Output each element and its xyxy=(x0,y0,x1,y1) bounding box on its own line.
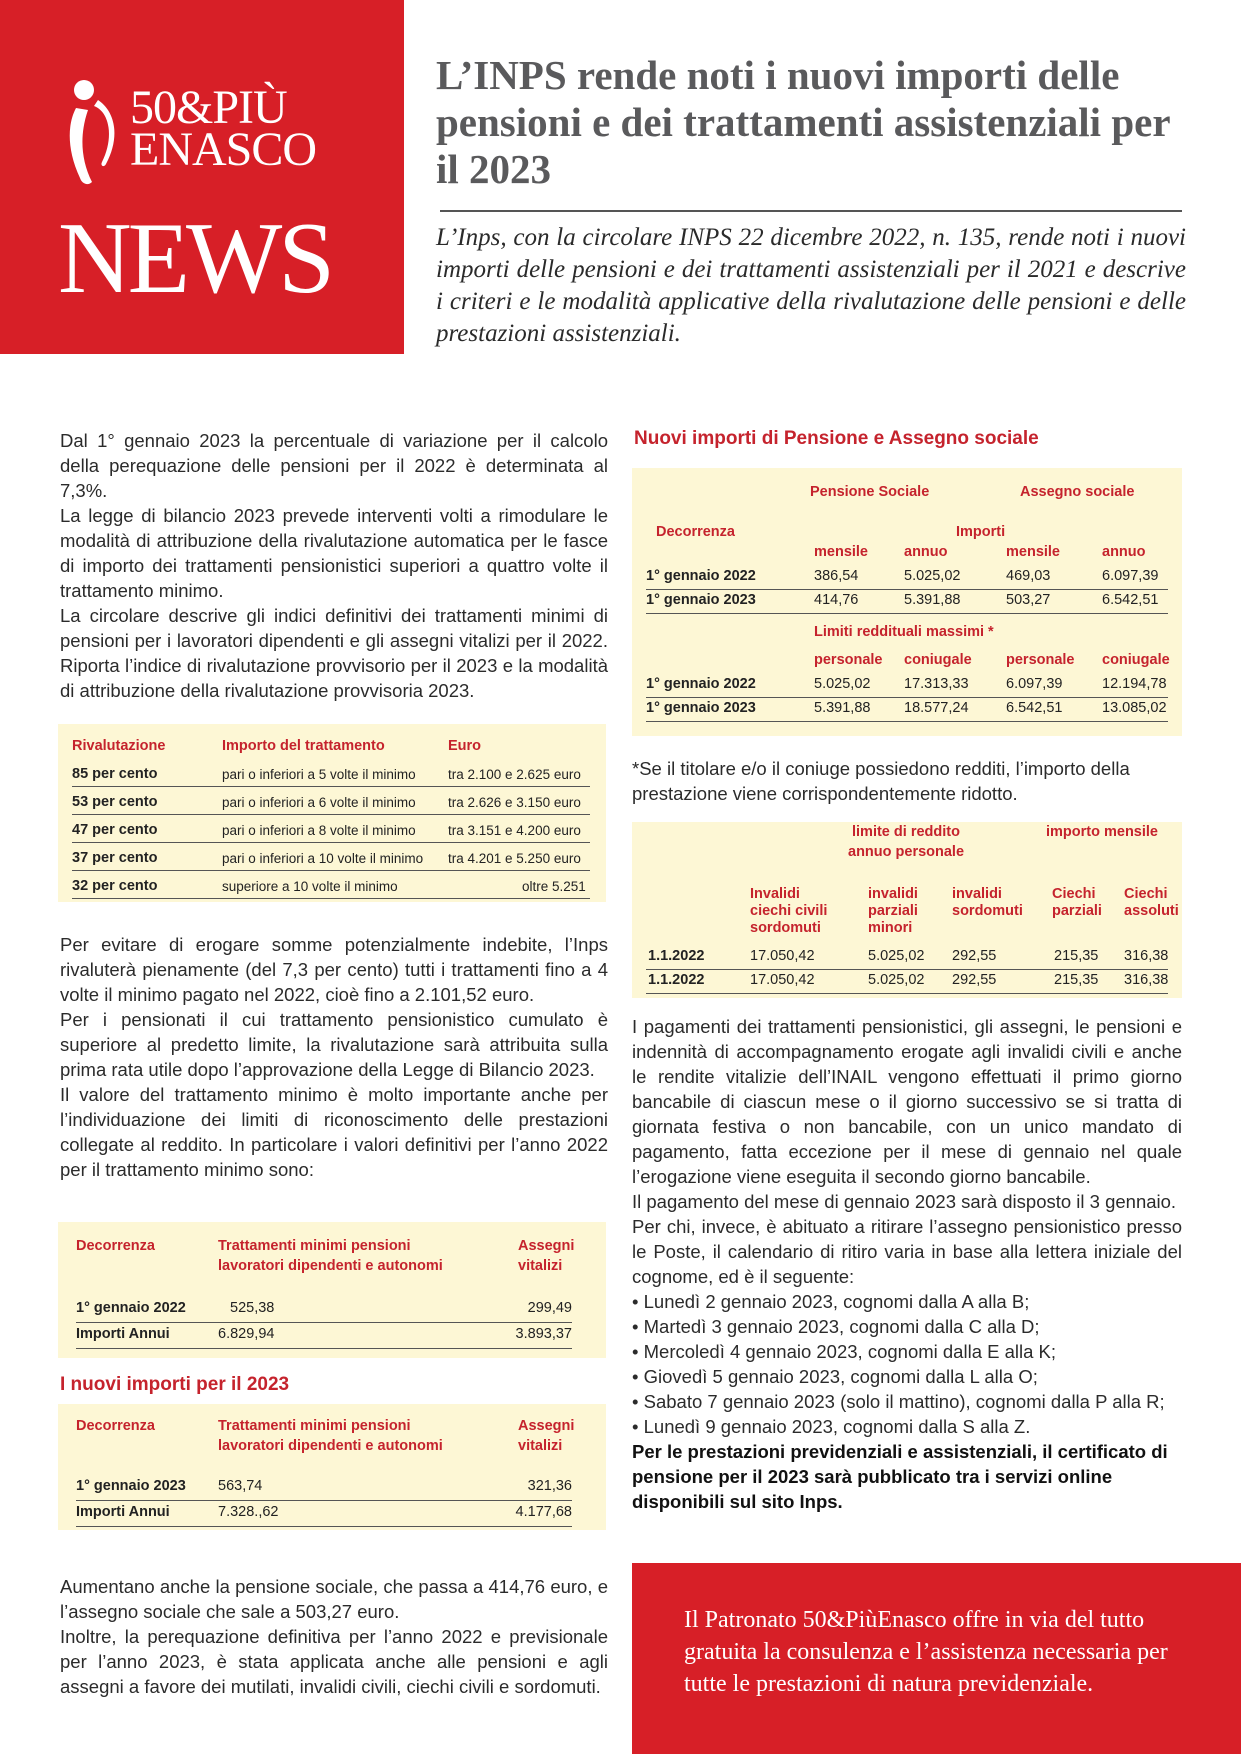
table-row: 47 per cento pari o inferiori a 8 volte il minimo tra 3.151 e 4.200 euro xyxy=(72,822,581,838)
invalidi-table: limite di reddito annuo personale importo mensile Invalidi ciechi civili sordomuti invalidi parziali minori invalidi sordomuti Ciechi parziali Ciechi assoluti 1.1.2022 17.050,42 5.025,02 292,55 215,35 316,38 1.1.2022 17.050,42 5.025,02 292,55 215,35 316,38 xyxy=(632,822,1182,998)
logo-line2: ENASCO xyxy=(130,123,317,176)
perequazione-text xyxy=(60,932,608,1182)
list-item: • Lunedì 2 gennaio 2023, cognomi dalla A alla B; xyxy=(632,1291,1030,1312)
lead-paragraph: L’Inps, con la circolare INPS 22 dicembre 2022, n. 135, rende noti i nuovi importi delle pensioni e dei trattamenti assistenziali per il 2021 e descrive i criteri e le modalità applicative della rivalutazione delle pensioni e delle prestazioni assistenziali. xyxy=(436,224,1186,347)
closing-text xyxy=(60,1574,608,1699)
title-divider xyxy=(440,210,1182,212)
brand-box xyxy=(0,0,404,354)
news-title: NEWS xyxy=(58,202,331,315)
list-item: • Sabato 7 gennaio 2023 (solo il mattino), cognomi dalla P alla R; xyxy=(632,1391,1165,1412)
payments-text xyxy=(632,1014,1182,1514)
page-title: L’INPS rende noti i nuovi importi delle pensioni e dei trattamenti assistenziali per il 2023 xyxy=(436,52,1170,192)
table-row: 85 per cento pari o inferiori a 5 volte il minimo tra 2.100 e 2.625 euro xyxy=(72,766,581,782)
paragraph: Per i pensionati il cui trattamento pensionistico cumulato è superiore al predetto limite, la rivalutazione sarà attribuita sulla prima rata utile dopo l’approvazione della Legge di Bilancio 2023. xyxy=(60,1009,608,1080)
footnote: *Se il titolare e/o il coniuge possiedono redditi, l’importo della prestazione viene corrispondentemente ridotto. xyxy=(632,758,1130,804)
table-row: 37 per cento pari o inferiori a 10 volte il minimo tra 4.201 e 5.250 euro xyxy=(72,850,581,866)
rivalutazione-table xyxy=(58,724,606,902)
footer-text: Il Patronato 50&PiùEnasco offre in via del tutto gratuita la consulenza e l’assistenza necessaria per tutte le prestazioni di natura previdenziale. xyxy=(684,1607,1168,1697)
table-header: Rivalutazione xyxy=(72,738,166,754)
paragraph: I pagamenti dei trattamenti pensionistici, gli assegni, le pensioni e indennità di accompagnamento erogate agli invalidi civili e anche le rendite vitalizie dell’INAIL vengono effettuati il primo giorno bancabile di ciascun mese o il giorno successivo se si tratta di giornata festiva o non bancabile, con un unico mandato di pagamento, fatta eccezione per il mese di gennaio nel quale l’erogazione viene eseguita il secondo giorno bancabile. xyxy=(632,1016,1182,1187)
table-header: Importo del trattamento xyxy=(222,738,385,754)
logo-figure-icon xyxy=(58,78,118,192)
calendar-list xyxy=(632,1289,1182,1439)
paragraph: Il pagamento del mese di gennaio 2023 sarà disposto il 3 gennaio. xyxy=(632,1191,1177,1212)
table-row: 53 per cento pari o inferiori a 6 volte il minimo tra 2.626 e 3.150 euro xyxy=(72,794,581,810)
paragraph: Il valore del trattamento minimo è molto importante anche per l’individuazione dei limiti di riconoscimento delle prestazioni collegate al reddito. In particolare i valori definitivi per l’anno 2022 per il trattamento minimo sono: xyxy=(60,1084,608,1180)
paragraph: La circolare descrive gli indici definitivi dei trattamenti minimi di pensioni per i lavoratori dipendenti e gli assegni vitalizi per il 2022. Riporta l’indice di rivalutazione provvisorio per il 2023 e la modalità di attribuzione della rivalutazione provvisoria 2023. xyxy=(60,605,608,701)
pensione-sociale-table: Pensione Sociale Assegno sociale Decorrenza Importi mensile annuo mensile annuo 1° gennaio 2022 386,54 5.025,02 469,03 6.097,39 1° gennaio 2023 414,76 5.391,88 503,27 6.542,51 Limiti reddituali massimi * personale coniugale personale coniugale 1° gennaio 2022 5.025,02 17.313,33 6.097,39 12.194,78 1° gennaio 2023 5.391,88 18.577,24 6.542,51 13.085,02 xyxy=(632,468,1182,736)
list-item: • Giovedì 5 gennaio 2023, cognomi dalla L alla O; xyxy=(632,1366,1038,1387)
table-header: Euro xyxy=(448,738,482,754)
paragraph: La legge di bilancio 2023 prevede interventi volti a rimodulare le modalità di attribuzione della rivalutazione automatica per le fasce di importo dei trattamenti pensionistici superiori a quattro volte il trattamento minimo. xyxy=(60,505,608,601)
paragraph: Inoltre, la perequazione definitiva per l’anno 2022 e previsionale per l’anno 2023, è stata applicata anche alle pensioni e agli assegni a favore dei mutilati, invalidi civili, ciechi civili e sordomuti. xyxy=(60,1626,608,1697)
paragraph: Per chi, invece, è abituato a ritirare l’assegno pensionistico presso le Poste, il calendario di ritiro varia in base alla lettera iniziale del cognome, ed è il seguente: xyxy=(632,1216,1182,1287)
table-row: 32 per cento superiore a 10 volte il minimo oltre 5.251 xyxy=(72,878,586,894)
paragraph: Dal 1° gennaio 2023 la percentuale di variazione per il calcolo della perequazione delle pensioni per il 2022 è determinata al 7,3%. xyxy=(60,430,608,501)
logo-line1: 50&PIÙ xyxy=(130,81,287,134)
list-item: • Martedì 3 gennaio 2023, cognomi dalla C alla D; xyxy=(632,1316,1040,1337)
minimi-2022-table: Decorrenza Trattamenti minimi pensioni lavoratori dipendenti e autonomi Assegni vitalizi 1° gennaio 2022 525,38 299,49 Importi Annui 6.829,94 3.893,37 xyxy=(58,1222,606,1358)
list-item: • Lunedì 9 gennaio 2023, cognomi dalla S alla Z. xyxy=(632,1416,1031,1437)
list-item: • Mercoledì 4 gennaio 2023, cognomi dalla E alla K; xyxy=(632,1341,1057,1362)
section-title: I nuovi importi per il 2023 xyxy=(60,1374,290,1395)
intro-text xyxy=(60,428,608,703)
minimi-2023-table: Decorrenza Trattamenti minimi pensioni lavoratori dipendenti e autonomi Assegni vitalizi 1° gennaio 2023 563,74 321,36 Importi Annui 7.328.,62 4.177,68 xyxy=(58,1404,606,1530)
paragraph: Per evitare di erogare somme potenzialmente indebite, l’Inps rivaluterà pienamente (del 7,3 per cento) tutti i trattamenti fino a 4 volte il minimo pagato nel 2022, cioè fino a 2.101,52 euro. xyxy=(60,934,608,1005)
paragraph: Aumentano anche la pensione sociale, che passa a 414,76 euro, e l’assegno sociale che sale a 503,27 euro. xyxy=(60,1576,608,1622)
section-title: Nuovi importi di Pensione e Assegno sociale xyxy=(634,428,1039,449)
certificate-note: Per le prestazioni previdenziali e assistenziali, il certificato di pensione per il 2023 sarà pubblicato tra i servizi online disponibili sul sito Inps. xyxy=(632,1441,1168,1512)
